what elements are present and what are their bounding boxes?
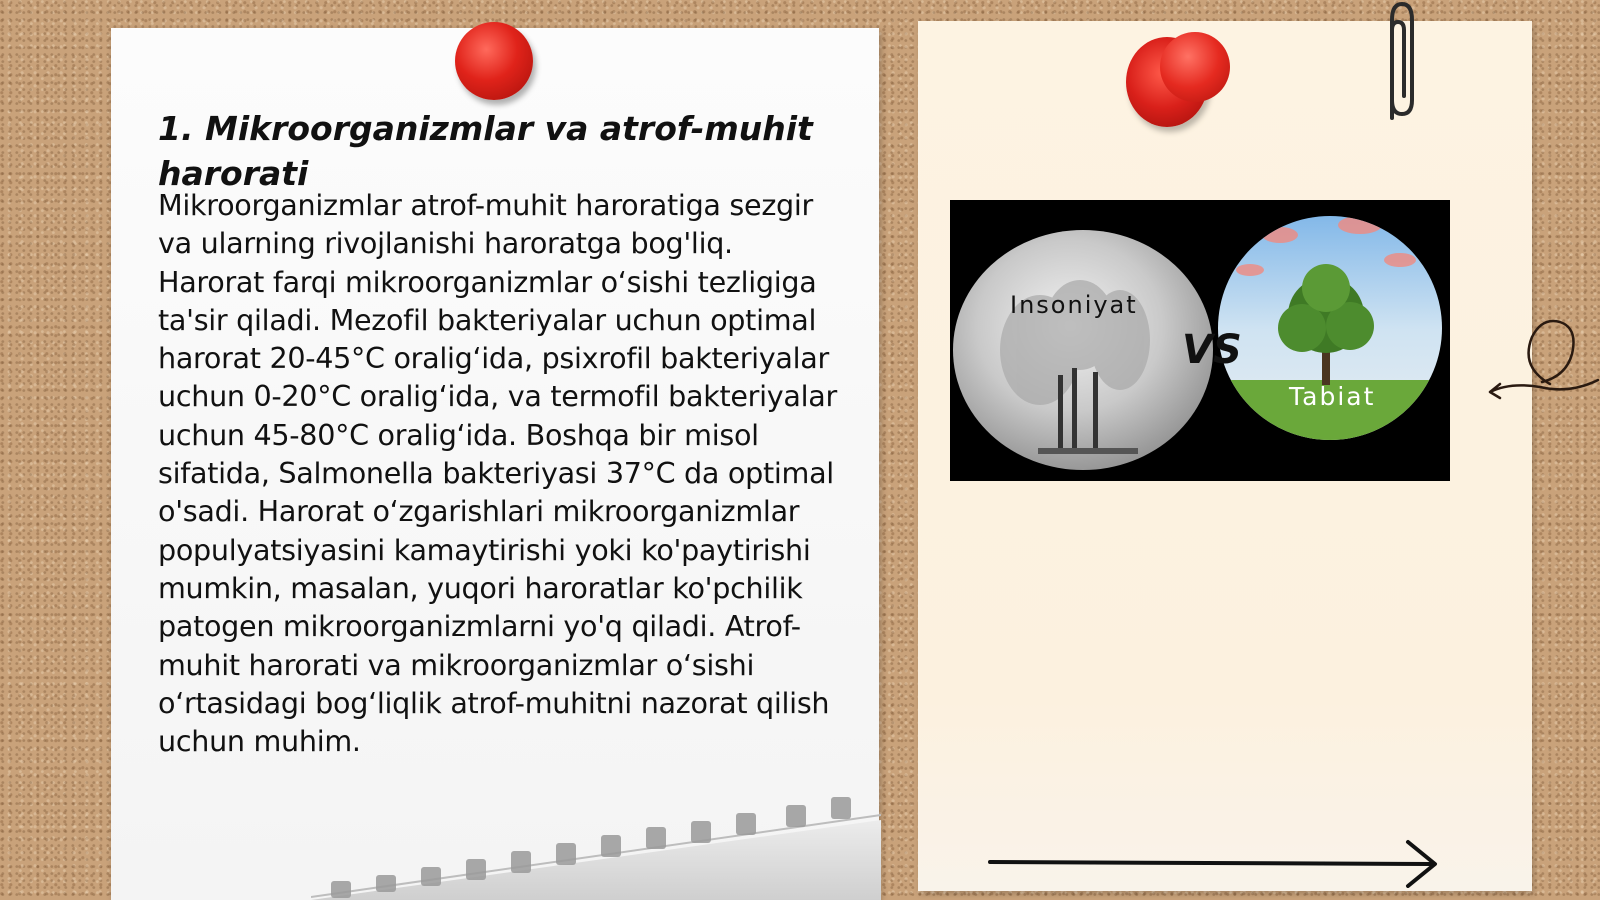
curly-arrow-icon	[1480, 312, 1600, 407]
left-note-card	[111, 28, 879, 900]
slide-body-text: Mikroorganizmlar atrof-muhit haroratiga sezgir va ularning rivojlanishi haroratga bog'liq. Harorat farqi mikroorganizmlar o‘sishi tezligiga ta'sir qiladi. Mezofil bakteriyalar uchun optimal harorat 20-45°C oralig‘ida, psixrofil bakteriyalar uchun 0-20°C oralig‘ida, va termofil bakteriyalar uchun 45-80°C oralig‘ida. Boshqa bir misol sifatida, Salmonella bakteriyasi 37°C da optimal o'sadi. Harorat o‘zgarishlari mikroorganizmlar populyatsiyasini kamaytirishi yoki ko'paytirishi mumkin, masalan, yuqori haroratlar ko'pchilik patogen mikroorganizmlarni yo'q qiladi. Atrof-muhit harorati va mikroorganizmlar o‘sishi o‘rtasidagi bog‘liqlik atrof-muhitni nazorat qilish uchun muhim.	[158, 188, 837, 759]
insoniyat-label: Insoniyat	[1010, 291, 1138, 319]
vs-label: VS	[1182, 327, 1242, 373]
paperclip-icon	[1378, 0, 1420, 125]
right-arrow-icon	[988, 838, 1448, 888]
pushpin-icon	[455, 22, 533, 100]
pushpin-head	[1160, 32, 1230, 102]
torn-paper-strip	[311, 785, 881, 900]
slide-title: 1. Mikroorganizmlar va atrof-muhit harorati	[158, 109, 813, 193]
tabiat-label: Tabiat	[1289, 382, 1376, 411]
